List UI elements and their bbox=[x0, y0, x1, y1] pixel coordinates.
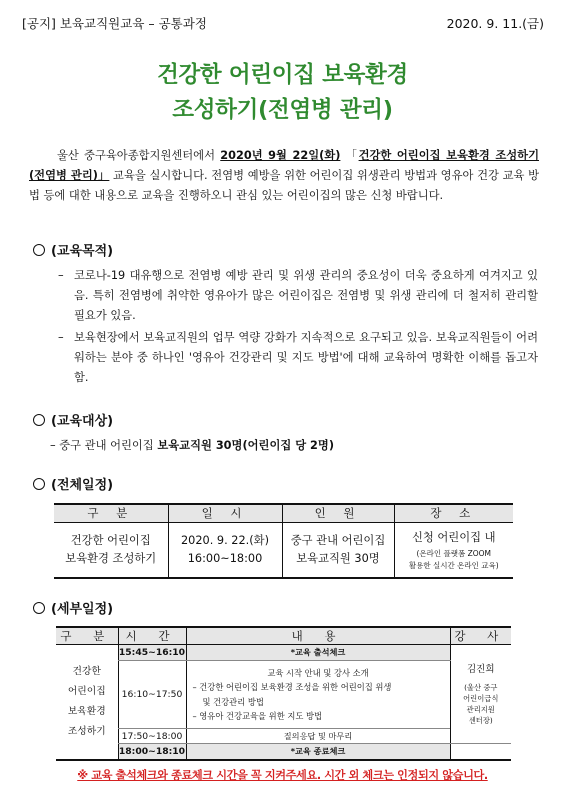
org-line: 어린이급식 bbox=[463, 693, 499, 703]
header-content: 내 용 bbox=[186, 627, 450, 645]
content-cell: *교육 출석체크 bbox=[186, 645, 450, 661]
target-prefix: – 중구 관내 어린이집 bbox=[50, 439, 158, 452]
circle-bullet-icon bbox=[33, 478, 45, 490]
content-line: 및 건강관리 방법 bbox=[202, 696, 264, 707]
notice-category: [공지] 보육교직원교육 – 공통과정 bbox=[22, 16, 207, 31]
time-text: 16:00~18:00 bbox=[187, 551, 263, 565]
table-row bbox=[56, 729, 511, 744]
header-datetime: 일 시 bbox=[168, 504, 282, 522]
purpose-list bbox=[58, 266, 538, 390]
course-line2: 보육환경 조성하기 bbox=[65, 551, 157, 565]
content-line: – 영유아 건강교육을 위한 지도 방법 bbox=[192, 711, 323, 721]
empty-cell bbox=[450, 744, 511, 760]
intro-bracket: 「 bbox=[340, 149, 359, 162]
content-cell: 질의응답 및 마무리 bbox=[186, 729, 450, 744]
list-item bbox=[58, 328, 538, 388]
content-cell: *교육 종료체크 bbox=[186, 744, 450, 760]
detail-schedule-table bbox=[56, 626, 511, 761]
overall-location-cell bbox=[394, 522, 513, 578]
time-cell: 15:45~16:10 bbox=[118, 645, 186, 661]
notice-date: 2020. 9. 11.(금) bbox=[446, 16, 544, 31]
attendance-notice: ※ 교육 출석체크와 종료체크 시간을 꼭 지켜주세요. 시간 외 체크는 인정되지 않습니다. bbox=[77, 769, 488, 782]
header-category: 구 분 bbox=[54, 504, 168, 522]
dash-marker: – bbox=[58, 269, 64, 282]
notice-header bbox=[22, 14, 544, 34]
table-row bbox=[56, 645, 511, 661]
category-line: 보육환경 bbox=[67, 705, 106, 717]
time-cell: 18:00~18:10 bbox=[118, 744, 186, 760]
overall-schedule-table bbox=[54, 503, 513, 579]
content-cell bbox=[186, 661, 450, 729]
org-line: (울산 중구 bbox=[464, 682, 498, 692]
overall-course-cell bbox=[54, 522, 168, 578]
table-row bbox=[54, 522, 513, 578]
detail-category-cell bbox=[56, 645, 118, 760]
header-attendees: 인 원 bbox=[282, 504, 394, 522]
category-line: 건강한 bbox=[72, 665, 101, 677]
intro-text-2: 교육을 실시합니다. 전염병 예방을 위한 어린이집 위생관리 방법과 영유아 건강 교육 방법 등에 대한 내용으로 교육을 진행하오니 관심 있는 어린이집의 많은 신청 바랍니다. bbox=[29, 169, 539, 202]
location-line1: 신청 어린이집 내 bbox=[411, 530, 496, 544]
intro-paragraph bbox=[29, 146, 539, 206]
circle-bullet-icon bbox=[33, 244, 45, 256]
circle-bullet-icon bbox=[33, 602, 45, 614]
speaker-name: 김진희 bbox=[466, 663, 495, 675]
list-item bbox=[58, 266, 538, 326]
intro-text-1: 울산 중구육아종합지원센터에서 bbox=[57, 149, 221, 162]
table-header-row bbox=[56, 627, 511, 645]
category-line: 조성하기 bbox=[67, 725, 106, 737]
purpose-item-2: 보육현장에서 보육교직원의 업무 역량 강화가 지속적으로 요구되고 있음. 보육교직원들이 어려워하는 분야 중 하나인 '영유아 건강관리 및 지도 방법'에 대해 교육하여 명확한 이해를 돕고자 함. bbox=[74, 331, 538, 384]
header-location: 장 소 bbox=[394, 504, 513, 522]
page-title-line1: 건강한 어린이집 보육환경 bbox=[157, 62, 408, 88]
speaker-org bbox=[451, 682, 512, 726]
section-target bbox=[33, 410, 113, 429]
dash-marker: – bbox=[58, 331, 64, 344]
org-line: 관리지원 bbox=[466, 704, 495, 714]
location-line2: (온라인 플랫폼 ZOOM bbox=[416, 548, 492, 558]
attendees-line2: 보육교직원 30명 bbox=[296, 551, 380, 565]
speaker-cell bbox=[450, 645, 511, 744]
section-detail bbox=[33, 598, 113, 617]
overall-attendees-cell bbox=[282, 522, 394, 578]
table-row bbox=[56, 661, 511, 729]
header-speaker: 강 사 bbox=[450, 627, 511, 645]
circle-bullet-icon bbox=[33, 414, 45, 426]
section-purpose bbox=[33, 240, 113, 259]
date-text: 2020. 9. 22.(화) bbox=[181, 533, 269, 547]
category-line: 어린이집 bbox=[67, 685, 106, 697]
time-cell: 17:50~18:00 bbox=[118, 729, 186, 744]
header-category: 구 분 bbox=[56, 627, 118, 645]
location-line3: 활용한 실시간 온라인 교육) bbox=[408, 560, 499, 570]
intro-course-name: 건강한 어린이집 보육환경 조성하기(전염병 관리)」 bbox=[29, 149, 539, 182]
header-time: 시 간 bbox=[118, 627, 186, 645]
section-overall bbox=[33, 474, 113, 493]
attendees-line1: 중구 관내 어린이집 bbox=[290, 533, 386, 547]
section-purpose-title: (교육목적) bbox=[51, 244, 114, 259]
overall-datetime-cell bbox=[168, 522, 282, 578]
time-cell: 16:10~17:50 bbox=[118, 661, 186, 729]
table-header-row bbox=[54, 504, 513, 522]
org-line: 센터장) bbox=[468, 715, 493, 725]
section-overall-title: (전체일정) bbox=[51, 478, 114, 493]
content-line: – 건강한 어린이집 보육환경 조성을 위한 어린이집 위생 bbox=[192, 682, 392, 692]
content-title: 교육 시작 안내 및 강사 소개 bbox=[267, 667, 369, 678]
purpose-item-1: 코로나-19 대유행으로 전염병 예방 관리 및 위생 관리의 중요성이 더욱 중요하게 여겨지고 있음. 특히 전염병에 취약한 영유아가 많은 어린이집은 전염병 및 위생 관리에 더 철저히 관리할 필요가 있음. bbox=[74, 269, 538, 322]
section-detail-title: (세부일정) bbox=[51, 602, 114, 617]
target-count: 보육교직원 30명(어린이집 당 2명) bbox=[157, 439, 334, 452]
intro-date: 2020년 9월 22일(화) bbox=[220, 149, 341, 162]
page-title-line2: 조성하기(전염병 관리) bbox=[172, 97, 393, 123]
course-line1: 건강한 어린이집 bbox=[70, 533, 151, 547]
table-row bbox=[56, 744, 511, 760]
target-line bbox=[50, 437, 334, 453]
section-target-title: (교육대상) bbox=[51, 414, 114, 429]
